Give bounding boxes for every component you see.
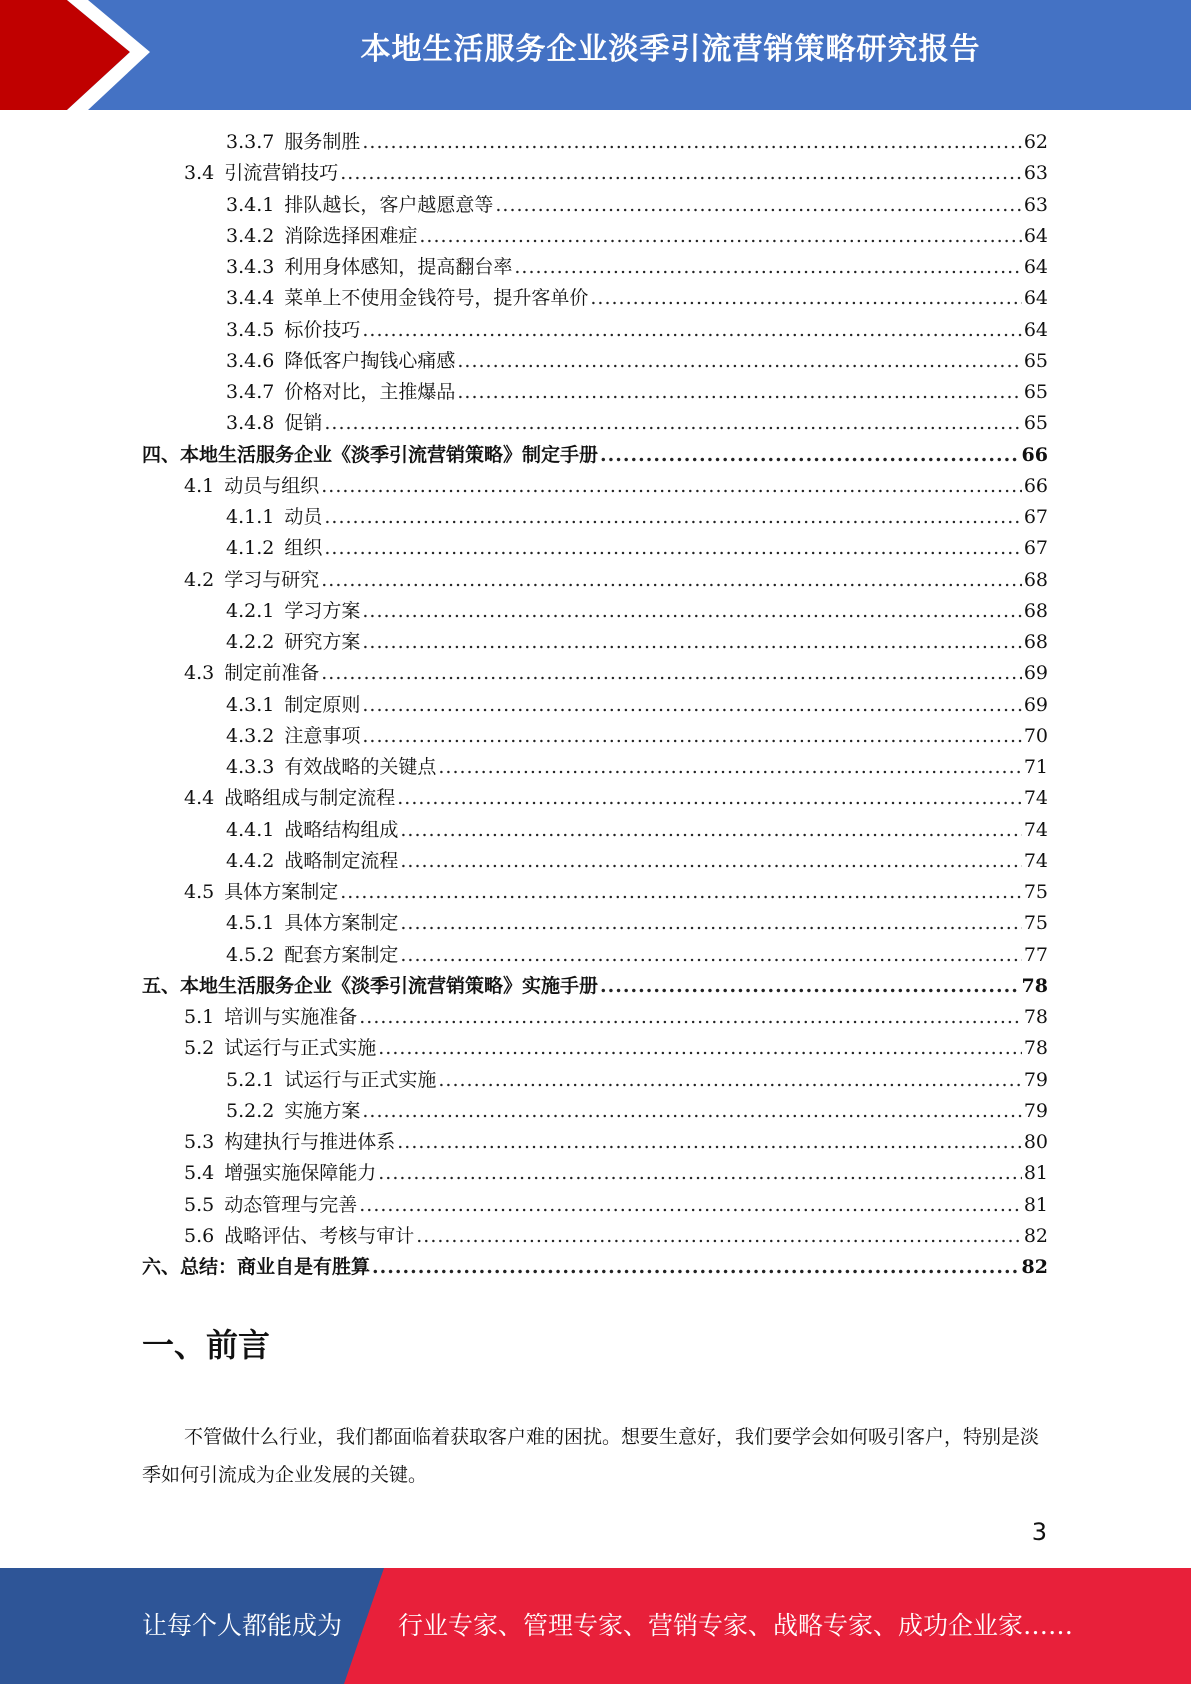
toc-entry-label: 降低客户掏钱心痛感 xyxy=(284,349,456,372)
toc-entry-number: 4.2.1 xyxy=(226,599,275,622)
toc-leader-dots xyxy=(397,1127,1022,1158)
toc-leader-dots xyxy=(400,846,1021,877)
toc-entry-label: 战略结构组成 xyxy=(284,818,399,841)
toc-entry-page: 79 xyxy=(1023,1099,1048,1122)
toc-leader-dots xyxy=(419,221,1021,252)
toc-leader-dots xyxy=(362,315,1021,346)
toc-leader-dots xyxy=(438,752,1021,783)
toc-entry-label: 研究方案 xyxy=(284,631,361,653)
toc-entry-number: 3.4 xyxy=(184,162,215,185)
toc-entry-page: 82 xyxy=(1023,1224,1048,1247)
toc-entry[interactable] xyxy=(142,1252,1048,1283)
toc-entry-page: 75 xyxy=(1023,912,1048,935)
toc-entry-label: 促销 xyxy=(284,412,323,435)
toc-entry-number: 4.5 xyxy=(184,881,215,903)
footer-slogan-right: 行业专家、管理专家、营销专家、战略专家、成功企业家…… xyxy=(398,1611,1074,1640)
toc-entry-label: 标价技巧 xyxy=(284,318,361,341)
toc-entry-label: 消除选择困难症 xyxy=(284,224,418,247)
toc-entry-number: 4.1.1 xyxy=(226,506,275,528)
toc-entry-page: 71 xyxy=(1023,756,1048,778)
toc-entry-page: 68 xyxy=(1023,599,1048,622)
toc-entry-number: 4.2 xyxy=(184,568,215,591)
toc-entry-number: 5.5 xyxy=(184,1193,215,1216)
toc-entry[interactable] xyxy=(142,846,1048,877)
toc-entry-label: 学习与研究 xyxy=(224,568,320,591)
toc-entry-number: 5.2 xyxy=(184,1037,215,1060)
toc-entry-number: 5.1 xyxy=(184,1006,215,1028)
toc-entry-number: 3.4.4 xyxy=(226,287,275,310)
toc-entry[interactable] xyxy=(142,815,1048,846)
toc-entry-number: 3.3.7 xyxy=(226,131,275,153)
page-header xyxy=(0,0,1191,110)
toc-leader-dots xyxy=(362,127,1021,158)
toc-entry-label: 菜单上不使用金钱符号，提升客单价 xyxy=(284,287,589,310)
toc-leader-dots xyxy=(378,1033,1022,1064)
toc-leader-dots xyxy=(321,471,1022,502)
toc-entry[interactable] xyxy=(142,971,1048,1002)
toc-leader-dots xyxy=(438,1065,1021,1096)
toc-entry-number: 5.3 xyxy=(184,1131,215,1153)
toc-entry-page: 74 xyxy=(1023,818,1048,841)
toc-entry-page: 63 xyxy=(1023,193,1048,216)
toc-entry[interactable] xyxy=(142,752,1048,783)
toc-entry-label: 培训与实施准备 xyxy=(224,1006,358,1028)
toc-entry[interactable] xyxy=(142,1158,1048,1189)
toc-entry-label: 实施方案 xyxy=(284,1099,361,1122)
toc-entry-number: 3.4.3 xyxy=(226,256,275,278)
toc-entry-label: 动员与组织 xyxy=(224,474,320,497)
toc-entry[interactable] xyxy=(142,346,1048,377)
toc-entry-number: 5.4 xyxy=(184,1162,215,1185)
toc-entry-number: 4.1.2 xyxy=(226,537,275,560)
toc-entry-label: 五、本地生活服务企业《淡季引流营销策略》实施手册 xyxy=(142,974,599,997)
toc-entry-page: 68 xyxy=(1023,631,1048,653)
header-title: 本地生活服务企业淡季引流营销策略研究报告 xyxy=(360,32,981,67)
toc-entry-label: 引流营销技巧 xyxy=(224,162,339,185)
toc-entry[interactable] xyxy=(142,1065,1048,1096)
toc-entry-number: 4.3.1 xyxy=(226,693,275,716)
toc-entry[interactable] xyxy=(142,940,1048,971)
toc-leader-dots xyxy=(457,346,1021,377)
toc-entry[interactable] xyxy=(142,471,1048,502)
toc-entry[interactable] xyxy=(142,721,1048,752)
toc-entry[interactable] xyxy=(142,1096,1048,1127)
toc-entry-label: 具体方案制定 xyxy=(284,912,399,935)
toc-entry-number: 3.4.1 xyxy=(226,193,275,216)
section-paragraph: 不管做什么行业，我们都面临着获取客户难的困扰。想要生意好，我们要学会如何吸引客户，特别是淡季如何引流成为企业发展的关键。 xyxy=(142,1426,1040,1486)
toc-entry[interactable] xyxy=(142,440,1048,471)
toc-entry-page: 64 xyxy=(1023,287,1048,310)
toc-entry-page: 65 xyxy=(1023,381,1048,403)
toc-entry[interactable] xyxy=(142,1221,1048,1252)
toc-entry[interactable] xyxy=(142,408,1048,439)
toc-entry[interactable] xyxy=(142,252,1048,283)
toc-entry[interactable] xyxy=(142,565,1048,596)
toc-entry-label: 试运行与正式实施 xyxy=(284,1068,437,1091)
toc-entry-page: 66 xyxy=(1021,443,1048,466)
toc-entry-label: 组织 xyxy=(284,537,323,560)
toc-leader-dots xyxy=(400,940,1021,971)
toc-entry-page: 74 xyxy=(1023,849,1048,872)
toc-entry-number: 5.2.2 xyxy=(226,1099,275,1122)
toc-entry[interactable] xyxy=(142,877,1048,908)
toc-leader-dots xyxy=(321,565,1022,596)
toc-entry-page: 62 xyxy=(1023,131,1048,153)
toc-entry-label: 学习方案 xyxy=(284,599,361,622)
toc-entry[interactable] xyxy=(142,690,1048,721)
toc-entry-label: 服务制胜 xyxy=(284,131,361,153)
toc-entry-number: 5.6 xyxy=(184,1224,215,1247)
toc-entry-page: 79 xyxy=(1023,1068,1048,1091)
toc-entry[interactable] xyxy=(142,377,1048,408)
toc-leader-dots xyxy=(397,783,1022,814)
toc-entry-page: 75 xyxy=(1023,881,1048,903)
toc-entry-number: 5.2.1 xyxy=(226,1068,275,1091)
toc-entry[interactable] xyxy=(142,627,1048,658)
toc-entry-page: 66 xyxy=(1023,474,1048,497)
toc-leader-dots xyxy=(400,908,1021,939)
toc-entry-label: 制定原则 xyxy=(284,693,361,716)
toc-entry-label: 四、本地生活服务企业《淡季引流营销策略》制定手册 xyxy=(142,443,599,466)
toc-entry-page: 69 xyxy=(1023,693,1048,716)
toc-leader-dots xyxy=(416,1221,1022,1252)
toc-leader-dots xyxy=(324,502,1021,533)
toc-entry-page: 70 xyxy=(1023,724,1048,747)
toc-entry-page: 74 xyxy=(1023,787,1048,810)
toc-entry-page: 77 xyxy=(1023,943,1048,966)
toc-entry-page: 65 xyxy=(1023,349,1048,372)
toc-leader-dots xyxy=(495,190,1021,221)
toc-entry-page: 80 xyxy=(1023,1131,1048,1153)
toc-leader-dots xyxy=(362,721,1021,752)
toc-leader-dots xyxy=(321,658,1022,689)
toc-entry-label: 排队越长，客户越愿意等 xyxy=(284,193,494,216)
toc-entry-page: 64 xyxy=(1023,318,1048,341)
toc-leader-dots xyxy=(340,877,1022,908)
toc-leader-dots xyxy=(359,1190,1022,1221)
toc-entry-label: 具体方案制定 xyxy=(224,881,339,903)
toc-entry[interactable] xyxy=(142,502,1048,533)
toc-leader-dots xyxy=(362,627,1021,658)
toc-entry[interactable] xyxy=(142,221,1048,252)
toc-entry[interactable] xyxy=(142,158,1048,189)
toc-entry-page: 78 xyxy=(1021,974,1048,997)
toc-entry-label: 注意事项 xyxy=(284,724,361,747)
toc-entry-label: 战略评估、考核与审计 xyxy=(224,1224,415,1247)
toc-entry-number: 3.4.6 xyxy=(226,349,275,372)
toc-entry-number: 4.5.1 xyxy=(226,912,275,935)
toc-entry-number: 3.4.7 xyxy=(226,381,275,403)
toc-entry-page: 81 xyxy=(1023,1193,1048,1216)
toc-entry[interactable] xyxy=(142,596,1048,627)
toc-entry-number: 4.2.2 xyxy=(226,631,275,653)
toc-entry[interactable] xyxy=(142,533,1048,564)
toc-leader-dots xyxy=(378,1158,1022,1189)
toc-entry[interactable] xyxy=(142,127,1048,158)
toc-entry-label: 战略组成与制定流程 xyxy=(224,787,396,810)
toc-entry-page: 82 xyxy=(1021,1256,1048,1278)
toc-leader-dots xyxy=(600,440,1020,471)
toc-leader-dots xyxy=(362,596,1021,627)
toc-entry-label: 动员 xyxy=(284,506,323,528)
toc-entry-page: 64 xyxy=(1023,256,1048,278)
toc-leader-dots xyxy=(324,533,1021,564)
toc-entry[interactable] xyxy=(142,283,1048,314)
page-footer xyxy=(0,1568,1191,1684)
section-title: 一、前言 xyxy=(142,1326,271,1364)
toc-leader-dots xyxy=(457,377,1021,408)
toc-entry-number: 4.3 xyxy=(184,662,215,685)
toc-entry-number: 3.4.8 xyxy=(226,412,275,435)
toc-entry-label: 增强实施保障能力 xyxy=(224,1162,377,1185)
toc-entry[interactable] xyxy=(142,1127,1048,1158)
toc-entry-number: 4.3.3 xyxy=(226,756,275,778)
toc-entry[interactable] xyxy=(142,658,1048,689)
toc-entry[interactable] xyxy=(142,783,1048,814)
toc-entry-label: 动态管理与完善 xyxy=(224,1193,358,1216)
toc-entry-page: 67 xyxy=(1023,537,1048,560)
toc-entry-label: 有效战略的关键点 xyxy=(284,756,437,778)
toc-entry-page: 63 xyxy=(1023,162,1048,185)
toc-leader-dots xyxy=(514,252,1021,283)
toc-entry-number: 4.3.2 xyxy=(226,724,275,747)
toc-entry-number: 4.4.2 xyxy=(226,849,275,872)
toc-leader-dots xyxy=(372,1252,1020,1283)
toc-entry[interactable] xyxy=(142,315,1048,346)
toc-entry[interactable] xyxy=(142,1190,1048,1221)
toc-entry-page: 78 xyxy=(1023,1006,1048,1028)
toc-entry-number: 4.1 xyxy=(184,474,215,497)
toc-entry-number: 4.4 xyxy=(184,787,215,810)
toc-entry-label: 利用身体感知，提高翻台率 xyxy=(284,256,513,278)
toc-leader-dots xyxy=(590,283,1021,314)
toc-entry[interactable] xyxy=(142,908,1048,939)
toc-entry-page: 69 xyxy=(1023,662,1048,685)
footer-slogan-left: 让每个人都能成为 xyxy=(142,1611,343,1640)
toc-entry-label: 制定前准备 xyxy=(224,662,320,685)
toc-leader-dots xyxy=(362,690,1021,721)
toc-entry-label: 价格对比，主推爆品 xyxy=(284,381,456,403)
toc-entry[interactable] xyxy=(142,190,1048,221)
toc-entry-page: 67 xyxy=(1023,506,1048,528)
page-number: 3 xyxy=(1031,1518,1047,1546)
toc-entry-page: 64 xyxy=(1023,224,1048,247)
toc-entry-page: 68 xyxy=(1023,568,1048,591)
toc-entry-page: 81 xyxy=(1023,1162,1048,1185)
toc-leader-dots xyxy=(324,408,1021,439)
table-of-contents xyxy=(142,127,1048,1283)
toc-entry[interactable] xyxy=(142,1033,1048,1064)
toc-entry-label: 试运行与正式实施 xyxy=(224,1037,377,1060)
toc-entry-number: 4.4.1 xyxy=(226,818,275,841)
toc-entry-number: 3.4.5 xyxy=(226,318,275,341)
toc-leader-dots xyxy=(359,1002,1022,1033)
toc-entry-page: 78 xyxy=(1023,1037,1048,1060)
toc-entry-label: 六、总结：商业自是有胜算 xyxy=(142,1256,371,1278)
toc-entry-page: 65 xyxy=(1023,412,1048,435)
toc-entry[interactable] xyxy=(142,1002,1048,1033)
toc-entry-number: 4.5.2 xyxy=(226,943,275,966)
toc-entry-label: 构建执行与推进体系 xyxy=(224,1131,396,1153)
toc-leader-dots xyxy=(400,815,1021,846)
toc-leader-dots xyxy=(340,158,1022,189)
toc-entry-label: 战略制定流程 xyxy=(284,849,399,872)
toc-leader-dots xyxy=(362,1096,1021,1127)
toc-entry-number: 3.4.2 xyxy=(226,224,275,247)
toc-leader-dots xyxy=(600,971,1020,1002)
toc-entry-label: 配套方案制定 xyxy=(284,943,399,966)
